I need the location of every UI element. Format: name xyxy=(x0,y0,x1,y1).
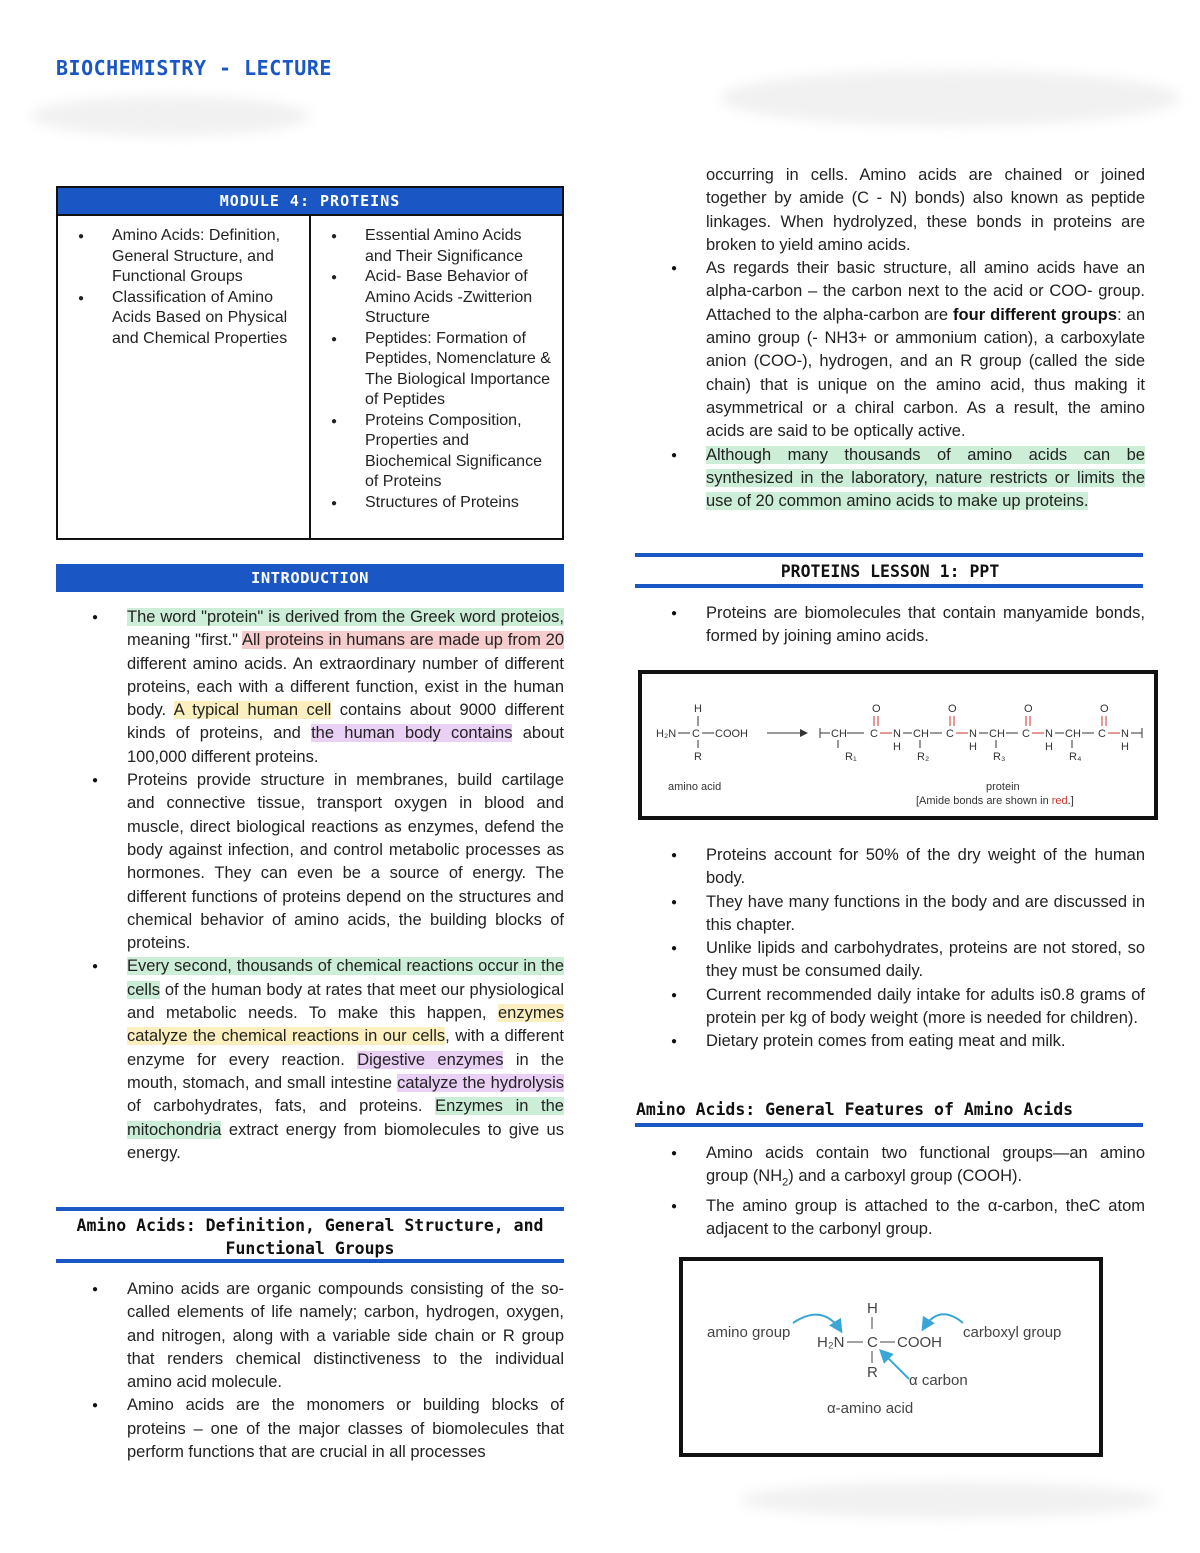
module-left-item-2: ● Classification of Amino Acids Based on Physical and Chemical Properties xyxy=(58,288,309,350)
svg-text:N: N xyxy=(1121,728,1129,740)
lesson1-intro xyxy=(635,602,1145,649)
alpha-carbon-arrow xyxy=(881,1351,909,1379)
general-paragraph-2: ● The amino group is attached to the α-carbon, theC atom adjacent to the carbonyl group. xyxy=(635,1195,1145,1242)
svg-text:C: C xyxy=(1098,728,1106,740)
lesson-rule-top xyxy=(635,553,1143,557)
svg-text:N: N xyxy=(893,728,901,740)
alpha-amino-acid-structure xyxy=(817,1300,942,1381)
amino-acid-label: amino acid xyxy=(668,781,722,793)
redaction-smudge xyxy=(30,96,310,136)
general-features-rule xyxy=(635,1123,1143,1127)
svg-text:O: O xyxy=(1100,703,1109,715)
module-outline-table xyxy=(56,186,564,540)
aa-definition-section xyxy=(56,1278,564,1464)
lesson1-fact-3: ● Unlike lipids and carbohydrates, proteins are not stored, so they must be consumed daily. xyxy=(635,937,1145,984)
module-right-item-3: ● Peptides: Formation of Peptides, Nomenclature & The Biological Importance of Peptides xyxy=(311,329,562,411)
general-paragraph-1: ● Amino acids contain two functional groups—an amino group $(NH_2)$ and a carboxyl group (COOH). xyxy=(635,1142,1145,1195)
protein-chain-structure xyxy=(820,703,1142,763)
introduction-section xyxy=(56,606,564,1165)
redaction-smudge xyxy=(720,70,1180,126)
svg-text:H₂N: H₂N xyxy=(817,1334,845,1351)
svg-text:N: N xyxy=(969,728,977,740)
aa-definition-paragraph-2: ● Amino acids are the monomers or building blocks of proteins – one of the major classes of biomolecules that perform functions that are crucial in all processes xyxy=(56,1394,564,1464)
aa-definition-paragraph-1: ● Amino acids are organic compounds consisting of the so-called elements of life namely; carbon, hydrogen, oxygen, and nitrogen, along with a variable side chain or R group that renders chemical distinctiveness to the individual amino acid molecule. xyxy=(56,1278,564,1394)
alpha-carbon-label: α carbon xyxy=(909,1372,968,1389)
lesson1-fact-2: ● They have many functions in the body and are discussed in this chapter. xyxy=(635,891,1145,938)
amide-caption: [Amide bonds are shown in red.] xyxy=(916,795,1074,807)
svg-text:C: C xyxy=(867,1334,878,1351)
intro-paragraph-1: ● The word "protein" is derived from the Greek word proteios, meaning "first." All proteins in humans are made up from 20 different amino acids. An extraordinary number of different proteins, each with a different function, exist in the human body. A typical human cell contains about 9000 different kinds of proteins, and the human body contains about 100,000 different proteins. xyxy=(56,606,564,769)
svg-text:N: N xyxy=(1045,728,1053,740)
svg-text:H: H xyxy=(1045,741,1053,753)
module-right-column xyxy=(309,216,562,540)
svg-text:CH: CH xyxy=(989,728,1005,740)
module-right-item-5: ● Structures of Proteins xyxy=(311,493,562,514)
svg-text:H: H xyxy=(1121,741,1129,753)
lesson-rule-bottom xyxy=(635,584,1143,588)
svg-text:H: H xyxy=(969,741,977,753)
protein-label: protein xyxy=(986,781,1020,793)
module-left-item-1: ● Amino Acids: Definition, General Structure, and Functional Groups xyxy=(58,226,309,288)
svg-text:CH: CH xyxy=(1065,728,1081,740)
svg-text:R: R xyxy=(694,751,702,763)
amino-group-arrow xyxy=(793,1315,841,1331)
carboxyl-group-label: carboxyl group xyxy=(963,1324,1062,1341)
general-features-heading: Amino Acids: General Features of Amino Acids xyxy=(636,1100,1074,1119)
module-right-item-2: ● Acid- Base Behavior of Amino Acids -Zwitterion Structure xyxy=(311,267,562,329)
aa-definition-heading: Amino Acids: Definition, General Structure, and Functional Groups xyxy=(76,1216,544,1258)
lesson1-facts xyxy=(635,844,1145,1054)
svg-text:H₂N: H₂N xyxy=(656,728,677,740)
section-rule-bottom xyxy=(56,1259,564,1263)
svg-text:C: C xyxy=(946,728,954,740)
svg-text:C: C xyxy=(692,728,700,740)
continued-paragraph: occurring in cells. Amino acids are chained or joined together by amide (C - N) bonds) also known as peptide linkages. When hydrolyzed, these bonds in proteins are broken to yield amino acids. xyxy=(706,166,1145,254)
peptide-formation-figure xyxy=(638,670,1158,820)
introduction-header: INTRODUCTION xyxy=(56,564,564,592)
svg-text:O: O xyxy=(948,703,957,715)
amino-acid-structure xyxy=(656,703,748,763)
svg-text:O: O xyxy=(1024,703,1033,715)
svg-text:O: O xyxy=(872,703,881,715)
intro-paragraph-2: ● Proteins provide structure in membranes, build cartilage and connective tissue, transport oxygen in blood and muscle, direct biological reactions as enzymes, defend the body against infection, and control metabolic processes as hormones. They can even be a source of energy. The different functions of proteins depend on the structures and chemical behavior of amino acids, the building blocks of proteins. xyxy=(56,769,564,955)
svg-text:H: H xyxy=(694,703,702,715)
svg-text:COOH: COOH xyxy=(897,1334,942,1351)
section-rule-top xyxy=(56,1207,564,1211)
module-right-item-1: ● Essential Amino Acids and Their Significance xyxy=(311,226,562,267)
svg-text:R₄: R₄ xyxy=(1069,751,1082,763)
right-column-intro xyxy=(635,164,1145,513)
svg-text:CH: CH xyxy=(913,728,929,740)
basic-structure-paragraph: ● As regards their basic structure, all amino acids have an alpha-carbon – the carbon next to the acid or COO- group. Attached to the alpha-carbon are four different groups: an amino group (- NH3+ or ammonium cation), a carboxylate anion (COO-), hydrogen, and an R group (called the side chain) that is unique on the amino acid, thus making it asymmetrical or a chiral carbon. As a result, the amino acids are said to be optically active. xyxy=(635,257,1145,443)
svg-text:COOH: COOH xyxy=(715,728,748,740)
intro-paragraph-3: ● Every second, thousands of chemical reactions occur in the cells of the human body at rates that meet our physiological and metabolic needs. To make this happen, enzymes catalyze the chemical reactions in our cells, with a different enzyme for every reaction. Digestive enzymes in the mouth, stomach, and small intestine catalyze the hydrolysis of carbohydrates, fats, and proteins. Enzymes in the mitochondria extract energy from biomolecules to give us energy. xyxy=(56,955,564,1165)
svg-text:H: H xyxy=(867,1300,878,1317)
document-title: BIOCHEMISTRY - LECTURE xyxy=(56,56,332,80)
svg-text:CH: CH xyxy=(831,728,847,740)
lesson1-paragraph-1: ● Proteins are biomolecules that contain manyamide bonds, formed by joining amino acids. xyxy=(635,602,1145,649)
lesson1-fact-4: ● Current recommended daily intake for adults is0.8 grams of protein per kg of body weight (more is needed for children). xyxy=(635,984,1145,1031)
reaction-arrow xyxy=(767,729,808,737)
module-left-column xyxy=(58,216,309,540)
lesson1-heading: PROTEINS LESSON 1: PPT xyxy=(780,562,1000,581)
alpha-amino-acid-figure xyxy=(679,1257,1103,1457)
carboxyl-group-arrow xyxy=(923,1314,963,1329)
svg-text:R₁: R₁ xyxy=(845,751,857,763)
lesson1-fact-5: ● Dietary protein comes from eating meat and milk. xyxy=(635,1030,1145,1053)
general-features-section xyxy=(635,1142,1145,1241)
svg-text:R₂: R₂ xyxy=(917,751,930,763)
alpha-amino-acid-caption: α-amino acid xyxy=(827,1400,914,1417)
lesson1-fact-1: ● Proteins account for 50% of the dry weight of the human body. xyxy=(635,844,1145,891)
module-title: MODULE 4: PROTEINS xyxy=(58,188,562,216)
amino-group-label: amino group xyxy=(707,1324,791,1341)
svg-text:H: H xyxy=(893,741,901,753)
svg-text:R: R xyxy=(867,1364,878,1381)
svg-text:C: C xyxy=(1022,728,1030,740)
svg-text:R₃: R₃ xyxy=(993,751,1006,763)
module-right-item-4: ● Proteins Composition, Properties and Biochemical Significance of Proteins xyxy=(311,411,562,493)
svg-text:C: C xyxy=(870,728,878,740)
redaction-smudge xyxy=(740,1482,1160,1518)
twenty-amino-acids-paragraph: ● Although many thousands of amino acids can be synthesized in the laboratory, nature restricts or limits the use of 20 common amino acids to make up proteins. xyxy=(635,444,1145,514)
